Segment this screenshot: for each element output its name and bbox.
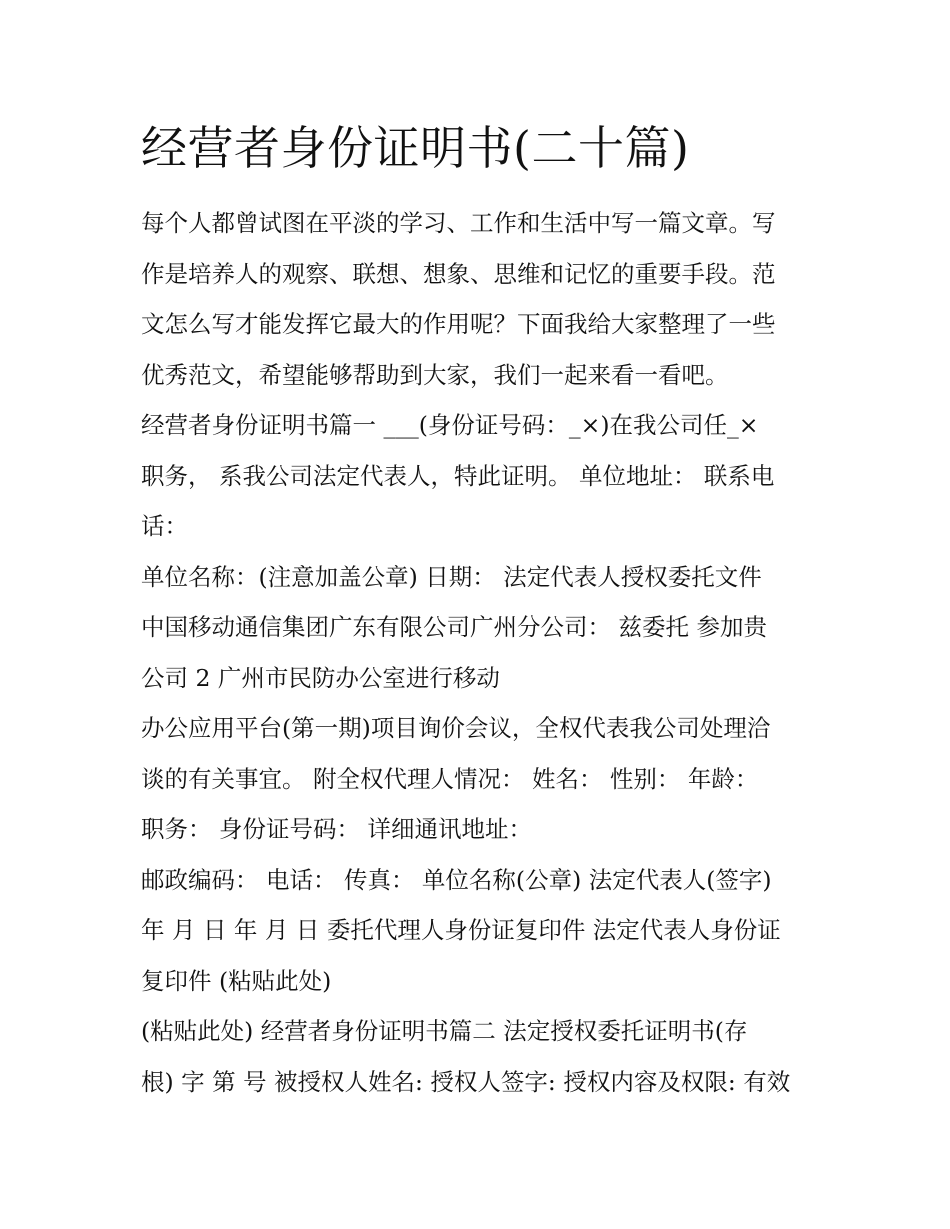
- body-line: 公司 2 广州市民防办公室进行移动: [141, 663, 500, 692]
- body-line: (粘贴此处) 经营者身份证明书篇二 法定授权委托证明书(存: [141, 1017, 748, 1045]
- body-line: 作是培养人的观察、联想、想象、思维和记忆的重要手段。范: [141, 259, 776, 288]
- body-line: 办公应用平台(第一期)项目询价会议，全权代表我公司处理洽: [141, 714, 771, 742]
- body-line: 单位名称：(注意加盖公章) 日期： 法定代表人授权委托文件: [141, 562, 762, 591]
- body-line: 根) 字 第 号 被授权人姓名: 授权人签字: 授权内容及权限: 有效: [141, 1067, 791, 1096]
- body-line: 职务， 系我公司法定代表人，特此证明。 单位地址： 联系电: [141, 461, 775, 490]
- body-line: 谈的有关事宜。 附全权代理人情况： 姓名： 性别： 年龄：: [141, 764, 759, 793]
- body-line: 每个人都曾试图在平淡的学习、工作和生活中写一篇文章。写: [141, 209, 776, 237]
- body-line: 邮政编码： 电话： 传真： 单位名称(公章) 法定代表人(签字): [141, 865, 772, 894]
- body-line: 中国移动通信集团广东有限公司广州分公司： 兹委托 参加贵: [141, 613, 767, 641]
- body-line: 文怎么写才能发挥它最大的作用呢？下面我给大家整理了一些: [141, 310, 776, 338]
- document-body: [141, 198, 813, 1107]
- body-line: 年 月 日 年 月 日 委托代理人身份证复印件 法定代表人身份证: [141, 916, 781, 944]
- body-line: 复印件 (粘贴此处): [141, 966, 332, 995]
- body-line: 经营者身份证明书篇一 ___(身份证号码：_×)在我公司任_×: [141, 411, 759, 439]
- body-line: 优秀范文，希望能够帮助到大家，我们一起来看一看吧。: [141, 360, 729, 389]
- document-page: [141, 112, 813, 1107]
- body-line: 话：: [141, 512, 188, 540]
- document-title: 经营者身份证明书(二十篇): [141, 121, 690, 175]
- body-line: 职务： 身份证号码： 详细通讯地址：: [141, 815, 532, 843]
